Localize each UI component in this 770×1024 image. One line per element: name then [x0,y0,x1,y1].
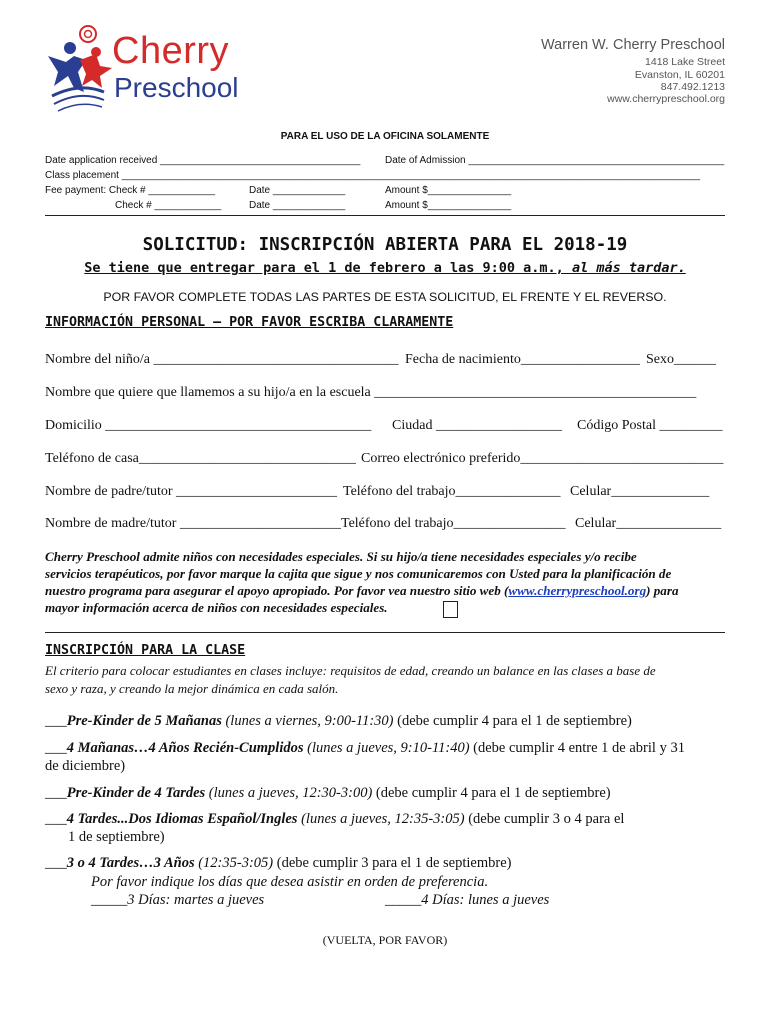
amount1-field[interactable]: Amount $_______________ [385,185,512,196]
enrollment-divider [45,632,725,633]
school-street: 1418 Lake Street [645,56,725,68]
class-5-name: 3 o 4 Tardes…3 Años [66,855,195,871]
special-needs-line4: mayor información acerca de niños con necesidades especiales. [45,600,388,615]
class-3-requirement: (debe cumplir 4 para el 1 de septiembre) [375,785,611,801]
class-1-requirement: (debe cumplir 4 para el 1 de septiembre) [397,713,632,729]
class-2-requirement: (debe cumplir 4 entre 1 de abril y 31 [473,740,685,756]
enrollment-criteria [45,662,656,698]
option-4-days[interactable]: _____4 Días: lunes a jueves [385,892,550,908]
logo-word-cherry: Cherry [112,30,230,72]
criteria-line1: El criterio para colocar estudiantes en clases incluye: requisitos de edad, creando un balance en las clases a base de [45,663,656,678]
father-name-field[interactable]: Nombre de padre/tutor _______________________ [45,484,338,499]
enrollment-section-title: INSCRIPCIÓN PARA LA CLASE [45,643,246,658]
class-option-2[interactable] [45,740,685,757]
instructions-text: POR FAVOR COMPLETE TODAS LAS PARTES DE ESTA SOLICITUD, EL FRENTE Y EL REVERSO. [103,290,667,304]
criteria-line2: sexo y raza, y creando la mejor dinámica en cada salón. [45,681,339,696]
class-1-schedule: (lunes a viernes, 9:00-11:30) [225,713,394,729]
special-needs-line1: Cherry Preschool admite niños con necesidades especiales. Si su hijo/a tiene necesidades especiales y/o recibe [45,549,637,564]
address-field[interactable]: Domicilio ______________________________________ [45,418,372,433]
class-2-name: 4 Mañanas…4 Años Recién-Cumplidos [66,740,304,756]
father-work-phone-field[interactable]: Teléfono del trabajo_______________ [343,484,561,499]
special-needs-line3b: ) para [646,583,679,598]
check2-field[interactable]: Check # ____________ [115,200,222,211]
class-1-name: Pre-Kinder de 5 Mañanas [66,713,222,729]
class-4-requirement-cont: 1 de septiembre) [68,829,165,845]
class-2-blank[interactable]: ___ [45,740,67,756]
home-phone-field[interactable]: Teléfono de casa_______________________________ [45,451,356,466]
birth-date-field[interactable]: Fecha de nacimiento_________________ [405,352,640,367]
class-3-schedule: (lunes a jueves, 12:30-3:00) [208,785,373,801]
special-needs-checkbox[interactable] [443,601,458,618]
office-use-title: PARA EL USO DE LA OFICINA SOLAMENTE [280,131,490,142]
class-3-name: Pre-Kinder de 4 Tardes [66,785,206,801]
personal-section-title: INFORMACIÓN PERSONAL – POR FAVOR ESCRIBA CLARAMENTE [45,315,454,330]
class-2-schedule: (lunes a jueves, 9:10-11:40) [307,740,470,756]
website-link[interactable]: www.cherrypreschool.org [508,583,647,598]
class-option-1[interactable] [45,713,632,730]
zip-field[interactable]: Código Postal _________ [577,418,723,433]
nickname-field[interactable]: Nombre que quiere que llamemos a su hijo/a en la escuela ______________________________________________ [45,385,697,400]
option-3-days[interactable]: _____3 Días: martes a jueves [91,892,265,908]
special-needs-line3 [45,582,679,599]
special-needs-line2: servicios terapéuticos, por favor marque la cajita que sigue y nos comunicaremos con Usted para la planificación de [45,566,672,581]
form-title: SOLICITUD: INSCRIPCIÓN ABIERTA PARA EL 2018-19 [142,235,628,255]
deadline-emphasis: al más tardar. [571,260,686,276]
class-4-blank[interactable]: ___ [45,811,67,827]
school-name: Warren W. Cherry Preschool [541,37,725,53]
class-3-blank[interactable]: ___ [45,785,67,801]
logo-word-preschool: Preschool [114,72,239,103]
date-received-field[interactable]: Date application received ____________________________________ [45,155,361,166]
school-logo [44,22,244,114]
deadline-line [0,260,770,276]
class-4-schedule: (lunes a jueves, 12:35-3:05) [301,811,465,827]
email-field[interactable]: Correo electrónico preferido_____________________________ [361,451,724,466]
amount2-field[interactable]: Amount $_______________ [385,200,512,211]
fee-payment-check1[interactable]: Fee payment: Check # ____________ [45,185,216,196]
class-5-blank[interactable]: ___ [45,855,67,871]
turn-over-note: (VUELTA, POR FAVOR) [322,933,448,947]
class-5-requirement: (debe cumplir 3 para el 1 de septiembre) [276,855,512,871]
date2-field[interactable]: Date _____________ [249,200,346,211]
class-4-name: 4 Tardes...Dos Idiomas Español/Ingles [66,811,298,827]
school-city: Evanston, IL 60201 [634,69,725,81]
date1-field[interactable]: Date _____________ [249,185,346,196]
mother-cell-field[interactable]: Celular_______________ [575,516,722,531]
class-placement-field[interactable]: Class placement ________________________________________________________________________________________________________ [45,170,701,181]
city-field[interactable]: Ciudad __________________ [392,418,562,433]
school-phone: 847.492.1213 [660,81,725,93]
class-5-schedule: (12:35-3:05) [198,855,274,871]
special-needs-line3a: nuestro programa para asegurar el apoyo apropiado. Por favor vea nuestro sitio web ( [45,583,509,598]
class-option-5[interactable] [45,855,511,872]
class-1-blank[interactable]: ___ [45,713,67,729]
special-needs-text [45,548,679,616]
preference-instruction: Por favor indique los días que desea asistir en orden de preferencia. [91,874,489,890]
child-name-field[interactable]: Nombre del niño/a ___________________________________ [45,352,399,367]
class-option-3[interactable] [45,785,611,802]
mother-name-field[interactable]: Nombre de madre/tutor _______________________ [45,516,341,531]
office-divider [45,215,725,216]
logo-figures-icon [44,22,116,114]
sex-field[interactable]: Sexo______ [646,352,716,367]
date-admission-field[interactable]: Date of Admission ______________________________________________ [385,155,725,166]
class-2-requirement-cont: de diciembre) [45,758,126,774]
father-cell-field[interactable]: Celular______________ [570,484,710,499]
deadline-text: Se tiene que entregar para el 1 de febrero a las 9:00 a.m., [84,260,572,276]
mother-work-phone-field[interactable]: Teléfono del trabajo________________ [341,516,566,531]
class-option-4[interactable] [45,811,624,828]
school-website: www.cherrypreschool.org [607,93,725,105]
class-4-requirement: (debe cumplir 3 o 4 para el [468,811,625,827]
